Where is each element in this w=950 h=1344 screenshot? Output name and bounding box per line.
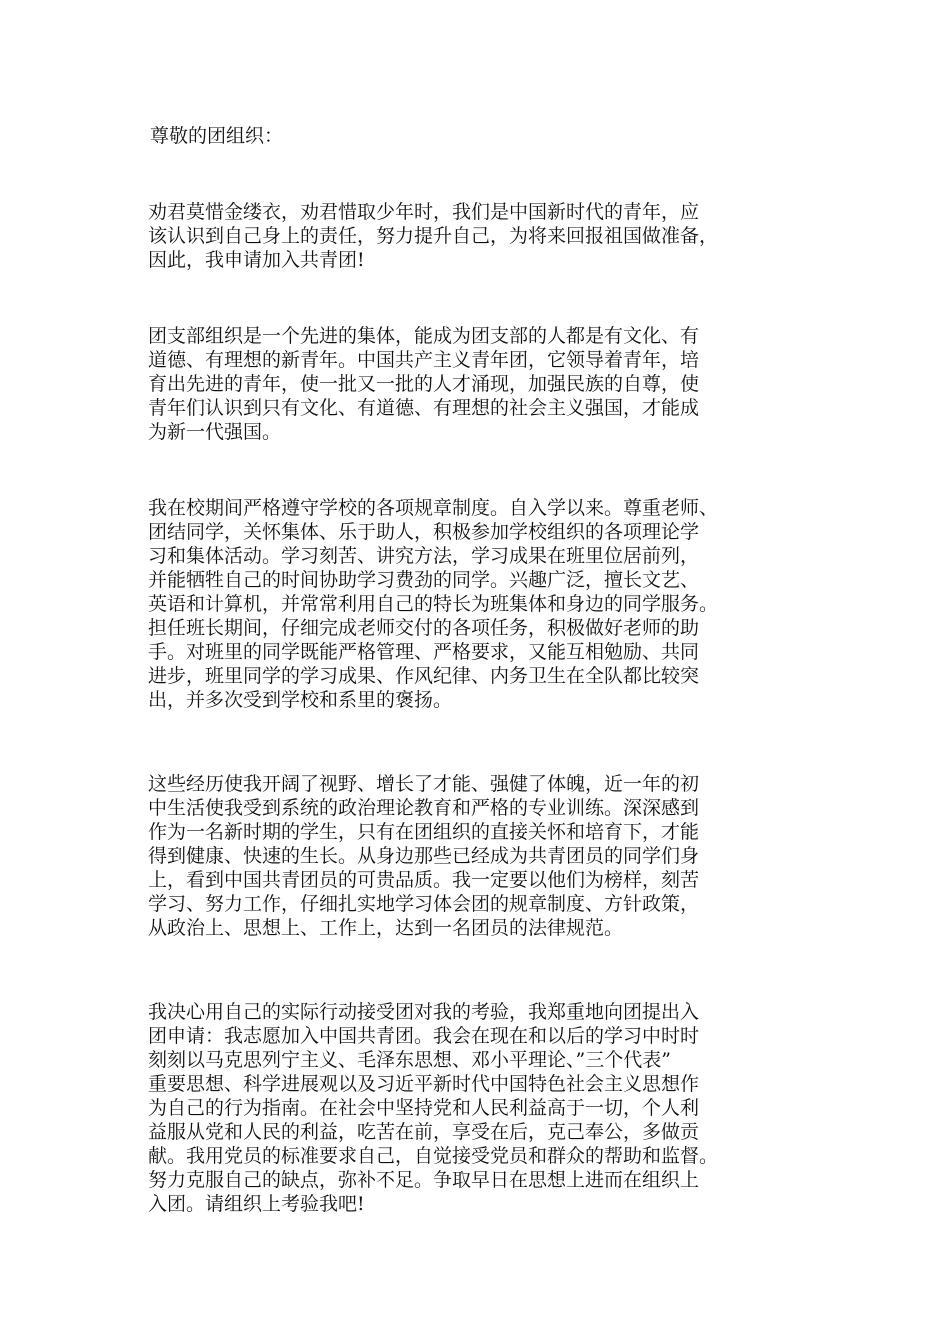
paragraph-line: 我决心用自己的实际行动接受团对我的考验，我郑重地向团提出入 xyxy=(148,1001,700,1023)
paragraph-line: 青年们认识到只有文化、有道德、有理想的社会主义强国，才能成 xyxy=(148,397,700,419)
paragraph-line: 刻刻以马克思列宁主义、毛泽东思想、邓小平理论、”三个代表” xyxy=(148,1049,671,1071)
paragraph-line: 入团。请组织上考验我吧! xyxy=(148,1193,365,1215)
paragraph-line: 进步，班里同学的学习成果、作风纪律、内务卫生在全队都比较突 xyxy=(148,665,700,687)
paragraph-line: 英语和计算机，并常常利用自己的特长为班集体和身边的同学服务。 xyxy=(148,593,719,615)
paragraph-line: 该认识到自己身上的责任，努力提升自己，为将来回报祖国做准备， xyxy=(148,225,719,247)
paragraph-line: 我在校期间严格遵守学校的各项规章制度。自入学以来。尊重老师、 xyxy=(148,497,719,519)
paragraph-2 xyxy=(148,324,818,444)
salutation: 尊敬的团组织： xyxy=(150,125,284,147)
paragraph-line: 育出先进的青年，使一批又一批的人才涌现，加强民族的自尊，使 xyxy=(148,373,700,395)
paragraph-line: 努力克服自己的缺点，弥补不足。争取早日在思想上进而在组织上 xyxy=(148,1169,700,1191)
paragraph-line: 学习、努力工作，仔细扎实地学习体会团的规章制度、方针政策， xyxy=(148,893,700,915)
paragraph-line: 为新一代强国。 xyxy=(148,421,282,443)
paragraph-line: 得到健康、快速的生长。从身边那些已经成为共青团员的同学们身 xyxy=(148,845,700,867)
paragraph-line: 手。对班里的同学既能严格管理、严格要求，又能互相勉励、共同 xyxy=(148,641,700,663)
paragraph-line: 团申请：我志愿加入中国共青团。我会在现在和以后的学习中时时 xyxy=(148,1025,700,1047)
paragraph-line: 益服从党和人民的利益，吃苦在前，享受在后，克己奉公，多做贡 xyxy=(148,1121,700,1143)
paragraph-line: 劝君莫惜金缕衣，劝君惜取少年时，我们是中国新时代的青年，应 xyxy=(148,201,700,223)
paragraph-line: 上，看到中国共青团员的可贵品质。我一定要以他们为榜样，刻苦 xyxy=(148,869,700,891)
paragraph-line: 团结同学，关怀集体、乐于助人，积极参加学校组织的各项理论学 xyxy=(148,521,700,543)
paragraph-3 xyxy=(148,496,818,712)
paragraph-line: 并能牺牲自己的时间协助学习费劲的同学。兴趣广泛，擅长文艺、 xyxy=(148,569,700,591)
paragraph-line: 中生活使我受到系统的政治理论教育和严格的专业训练。深深感到 xyxy=(148,797,700,819)
paragraph-line: 从政治上、思想上、工作上，达到一名团员的法律规范。 xyxy=(148,917,624,939)
paragraph-4 xyxy=(148,772,818,940)
paragraph-5 xyxy=(148,1000,818,1216)
paragraph-line: 重要思想、科学进展观以及习近平新时代中国特色社会主义思想作 xyxy=(148,1073,700,1095)
paragraph-line: 习和集体活动。学习刻苦、讲究方法，学习成果在班里位居前列， xyxy=(148,545,700,567)
paragraph-line: 因此，我申请加入共青团! xyxy=(148,249,365,271)
paragraph-line: 出，并多次受到学校和系里的褒扬。 xyxy=(148,689,453,711)
paragraph-line: 献。我用党员的标准要求自己，自觉接受党员和群众的帮助和监督。 xyxy=(148,1145,719,1167)
paragraph-line: 团支部组织是一个先进的集体，能成为团支部的人都是有文化、有 xyxy=(148,325,700,347)
paragraph-line: 为自己的行为指南。在社会中坚持党和人民利益高于一切，个人利 xyxy=(148,1097,700,1119)
paragraph-line: 作为一名新时期的学生，只有在团组织的直接关怀和培育下，才能 xyxy=(148,821,700,843)
paragraph-line: 道德、有理想的新青年。中国共产主义青年团，它领导着青年，培 xyxy=(148,349,700,371)
paragraph-line: 担任班长期间，仔细完成老师交付的各项任务，积极做好老师的助 xyxy=(148,617,700,639)
paragraph-1 xyxy=(148,200,818,272)
paragraph-line: 这些经历使我开阔了视野、增长了才能、强健了体魄，近一年的初 xyxy=(148,773,700,795)
